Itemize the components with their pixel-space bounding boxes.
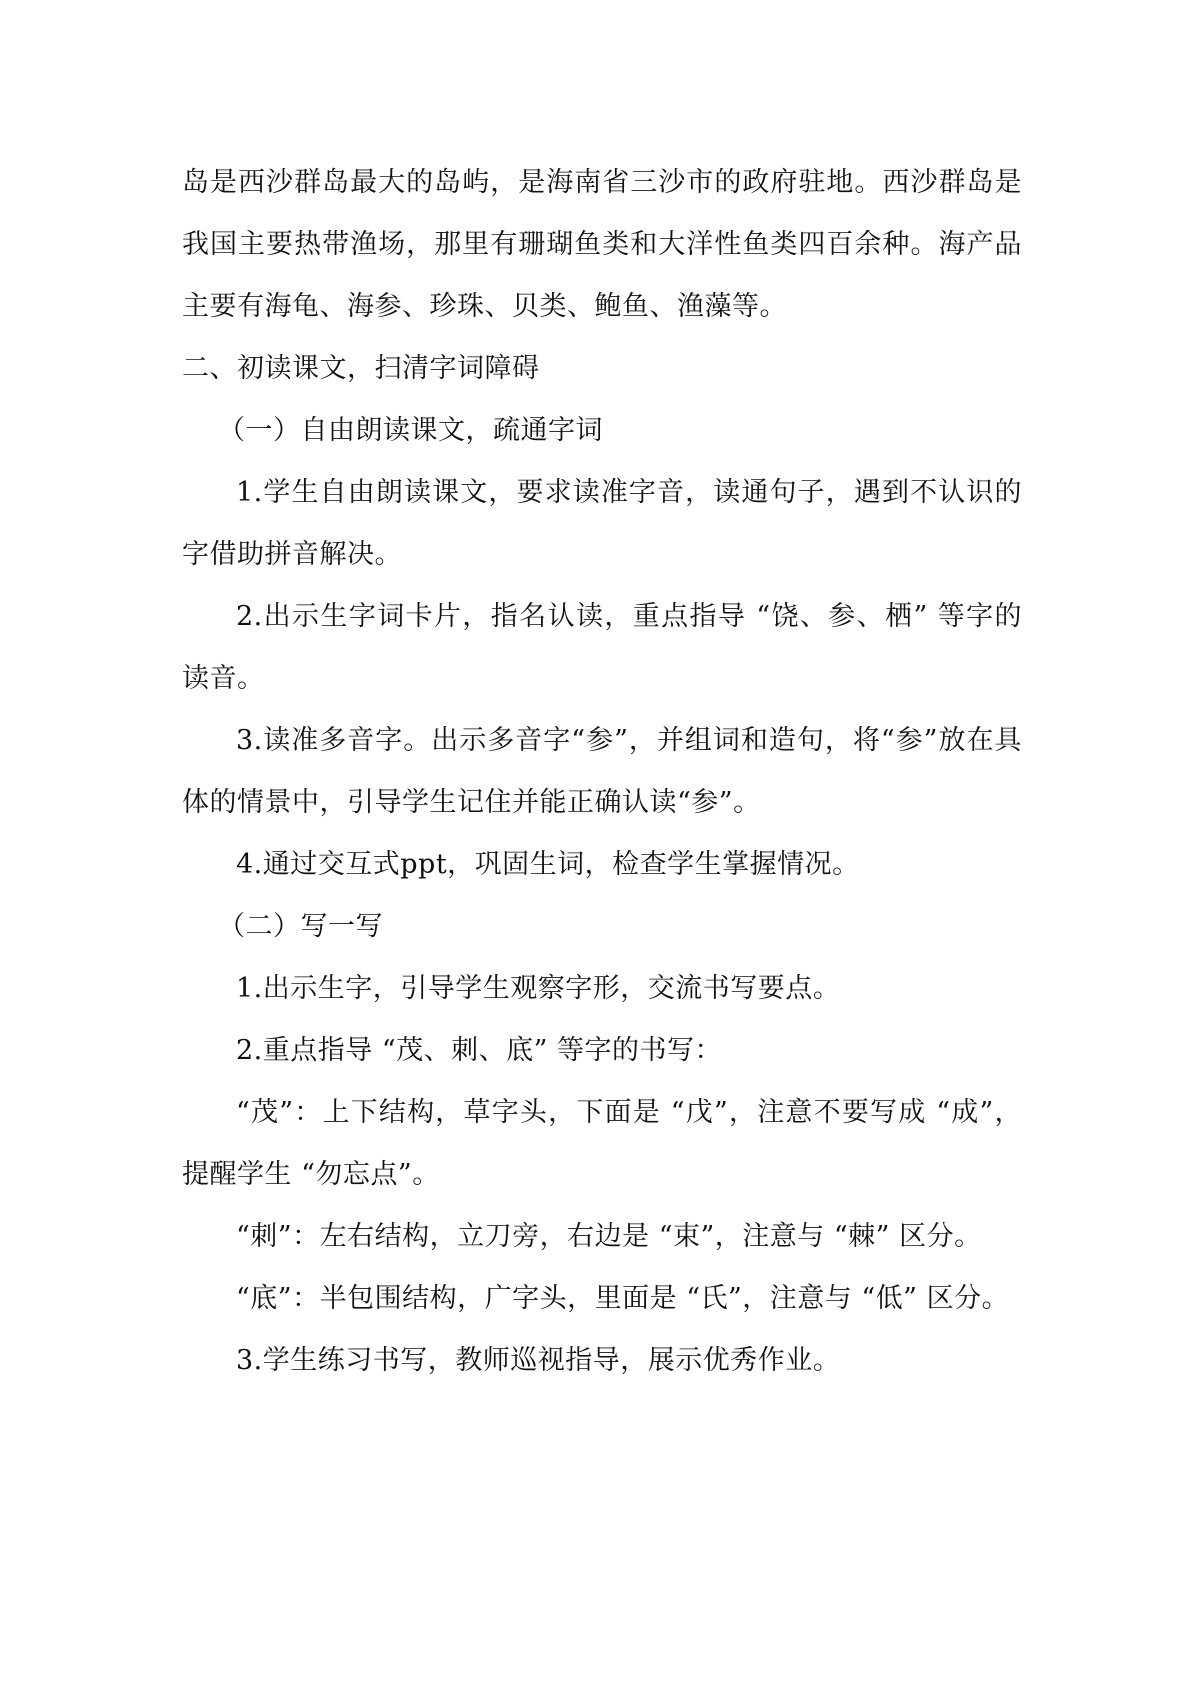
heading-section-2: 二、初读课文，扫清字词障碍 [182,353,540,384]
paragraph-step-2: 2.出示生字词卡片，指名认读，重点指导 “饶、参、栖” 等字的读音。 [182,601,1022,694]
paragraph-char-di: “底”：半包围结构，广字头，里面是 “氏”，注意与 “低” 区分。 [236,1283,1010,1314]
paragraph-step-4: 4.通过交互式ppt，巩固生词，检查学生掌握情况。 [236,849,860,880]
paragraph-xisha-intro: 岛是西沙群岛最大的岛屿，是海南省三沙市的政府驻地。西沙群岛是我国主要热带渔场，那里有珊瑚鱼类和大洋性鱼类四百余种。海产品主要有海龟、海参、珍珠、贝类、鲍鱼、渔藻等。 [182,167,1022,322]
paragraph-step-3: 3.读准多音字。出示多音字“参”，并组词和造句，将“参”放在具体的情景中，引导学生记住并能正确认读“参”。 [182,725,1022,818]
subheading-writing: （二）写一写 [218,911,383,942]
paragraph-char-mao: “茂”：上下结构，草字头，下面是 “戊”，注意不要写成 “成”，提醒学生 “勿忘点”。 [182,1097,1022,1190]
paragraph-writing-step-1: 1.出示生字，引导学生观察字形，交流书写要点。 [236,973,841,1004]
subheading-free-reading: （一）自由朗读课文，疏通字词 [218,415,603,446]
paragraph-char-ci: “刺”：左右结构，立刀旁，右边是 “束”，注意与 “棘” 区分。 [236,1221,982,1252]
paragraph-step-1: 1.学生自由朗读课文，要求读准字音，读通句子，遇到不认识的字借助拼音解决。 [182,477,1022,570]
paragraph-writing-step-2: 2.重点指导 “茂、刺、底” 等字的书写： [236,1035,723,1066]
document-body [182,152,1022,1392]
paragraph-writing-step-3: 3.学生练习书写，教师巡视指导，展示优秀作业。 [236,1345,841,1376]
